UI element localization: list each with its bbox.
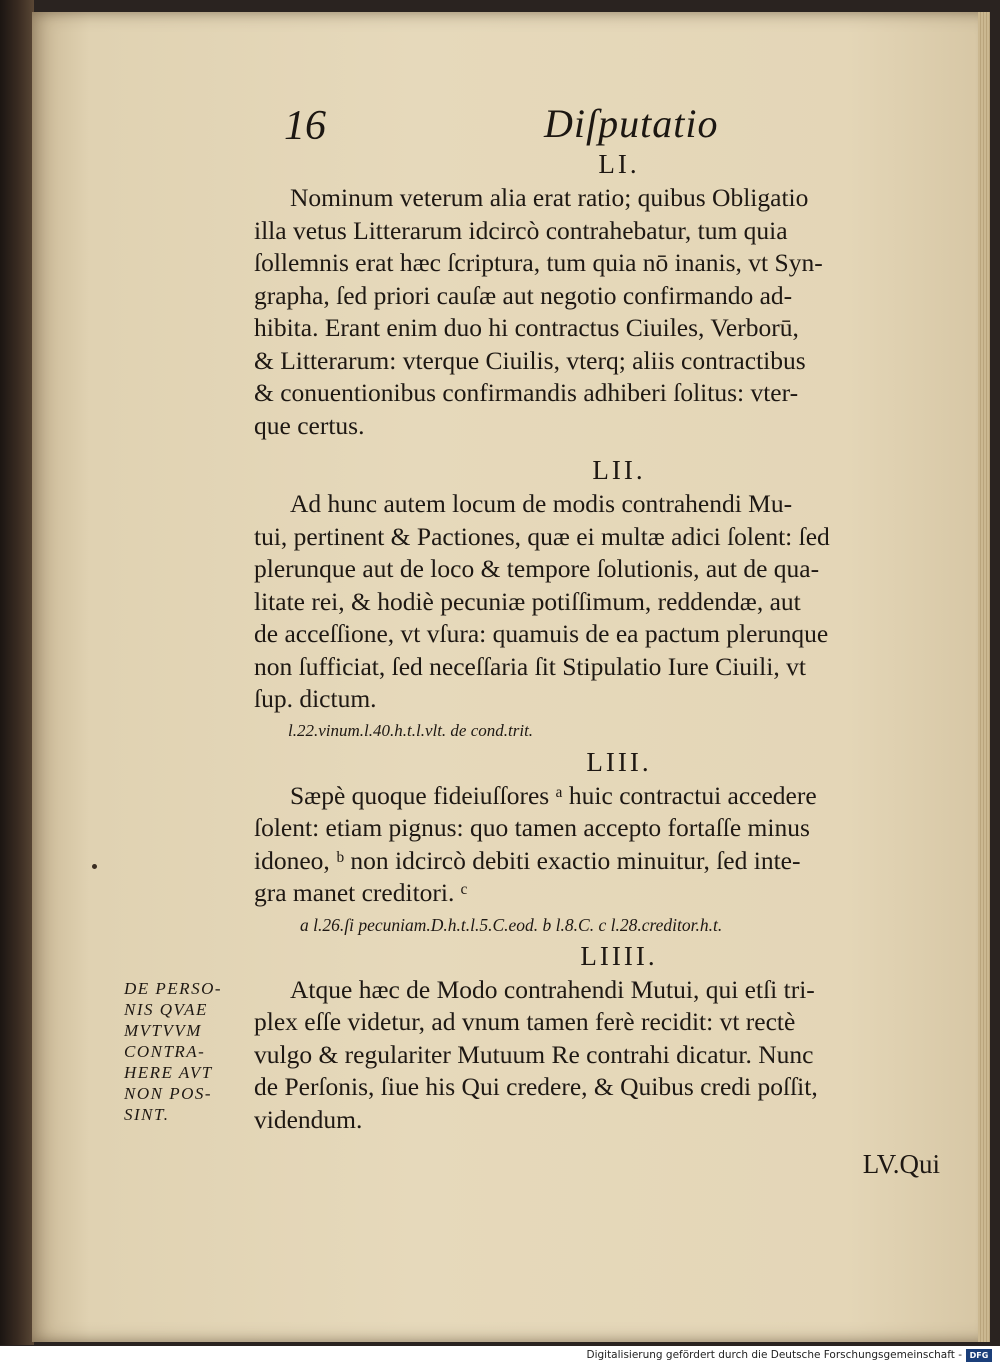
catchword: LV.Qui — [862, 1149, 940, 1179]
text-line: & conuentionibus confirmandis adhiberi ſolitus: vter- — [254, 378, 799, 407]
marginal-line: DE PERSO- — [124, 979, 223, 998]
running-head: Diſputatio — [544, 101, 719, 146]
text-line: que certus. — [254, 410, 365, 440]
text-line: Ad hunc autem locum de modis contrahendi Mu- — [290, 489, 793, 518]
section-heading: LI. — [598, 149, 640, 179]
marginal-line: MVTVVM — [124, 1021, 202, 1040]
text-line: de Perſonis, ſiue his Qui credere, & Quibus credi poſſit, — [254, 1072, 818, 1101]
footer-bar — [0, 1346, 1000, 1366]
text-line: videndum. — [254, 1104, 363, 1134]
book-binding — [0, 0, 34, 1345]
text-line: Sæpè quoque fideiuſſores ᵃ huic contractui accedere — [290, 780, 817, 810]
main-text — [254, 146, 944, 1184]
text-line: non ſufficiat, ſed neceſſaria ſit Stipulatio Iure Ciuili, vt — [254, 651, 806, 681]
marginal-line: NON POS- — [124, 1084, 213, 1103]
text-line: tui, pertinent & Pactiones, quæ ei multæ adici ſolent: ſed — [254, 521, 830, 551]
text-line: ſolent: etiam pignus: quo tamen accepto fortaſſe minus — [254, 813, 810, 842]
citation: a l.26.ſi pecuniam.D.h.t.l.5.C.eod. b l.8.C. c l.28.creditor.h.t. — [300, 914, 723, 935]
text-line: Nominum veterum alia erat ratio; quibus Obligatio — [290, 183, 809, 212]
section-heading: LII. — [592, 455, 646, 485]
marginal-line: CONTRA- — [124, 1042, 206, 1061]
footer-credit: Digitalisierung gefördert durch die Deutsche Forschungsgemeinschaft - — [586, 1349, 962, 1361]
text-line: plex eſſe videtur, ad vnum tamen ferè recidit: vt rectè — [254, 1007, 796, 1036]
dfg-logo-icon: DFG — [966, 1349, 992, 1362]
text-line: plerunque aut de loco & tempore ſolutionis, aut de qua- — [254, 554, 820, 583]
text-line: & Litterarum: vterque Ciuilis, vterq; aliis contractibus — [254, 345, 806, 375]
citation: l.22.vinum.l.40.h.t.l.vlt. de cond.trit. — [288, 720, 534, 740]
text-line: hibita. Erant enim duo hi contractus Ciuiles, Verborū, — [254, 313, 799, 342]
section-heading: LIIII. — [580, 940, 658, 971]
text-line: illa vetus Litterarum idcircò contrahebatur, tum quia — [254, 215, 788, 245]
marginal-line: HERE AVT — [124, 1063, 213, 1082]
text-line: ſup. dictum. — [254, 684, 377, 713]
text-line: de acceſſione, vt vſura: quamuis de ea pactum plerunque — [254, 619, 829, 648]
marginal-line: SINT. — [124, 1105, 170, 1124]
text-line: vulgo & regulariter Mutuum Re contrahi dicatur. Nunc — [254, 1039, 814, 1069]
marginal-note — [124, 978, 254, 1125]
marginal-line: NIS QVAE — [124, 1000, 208, 1019]
page-edge — [978, 12, 990, 1342]
page-number: 16 — [284, 103, 326, 149]
ink-speck — [92, 864, 97, 869]
text-line: ſollemnis erat hæc ſcriptura, tum quia nō inanis, vt Syn- — [254, 248, 823, 277]
text-line: gra manet creditori. ᶜ — [254, 878, 468, 907]
section-heading: LIII. — [586, 746, 652, 777]
text-line: litate rei, & hodiè pecuniæ potiſſimum, reddendæ, aut — [254, 586, 801, 616]
text-line: idoneo, ᵇ non idcircò debiti exactio minuitur, ſed inte- — [254, 845, 801, 875]
text-line: Atque hæc de Modo contrahendi Mutui, qui etſi tri- — [290, 974, 815, 1004]
text-line: grapha, ſed priori cauſæ aut negotio confirmando ad- — [254, 280, 793, 310]
